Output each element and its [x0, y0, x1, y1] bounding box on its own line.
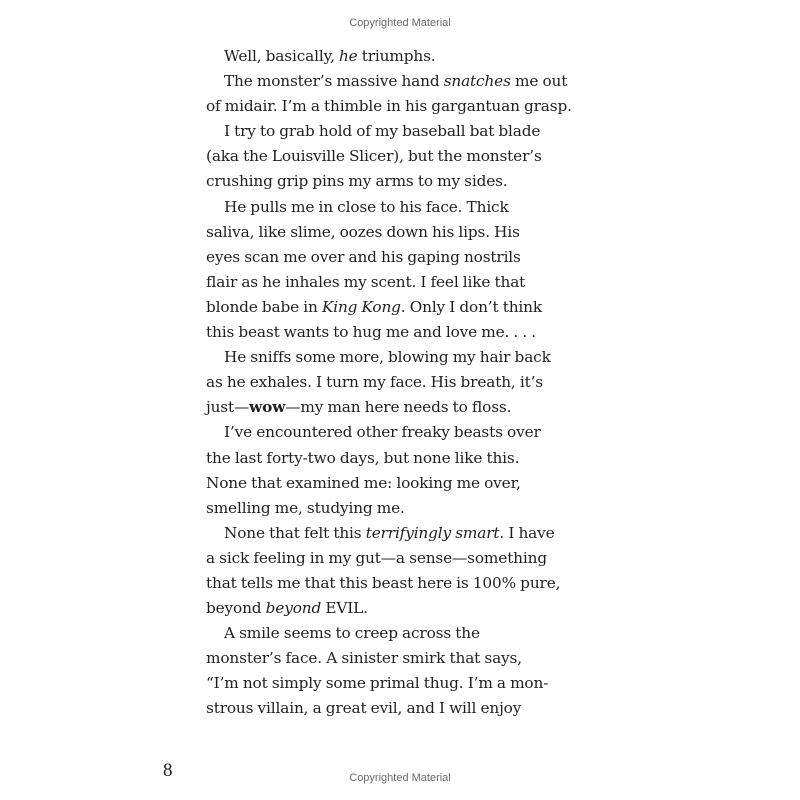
text-line [206, 169, 586, 194]
text-segment: saliva, like slime, oozes down his lips. His [206, 222, 520, 241]
text-segment: None that examined me: looking me over, [206, 473, 521, 492]
text-segment: eyes scan me over and his gaping nostrils [206, 247, 521, 266]
text-segment: beyond [206, 599, 266, 618]
text-line [206, 646, 586, 671]
text-segment: crushing grip pins my arms to my sides. [206, 172, 508, 191]
text-segment: He pulls me in close to his face. Thick [224, 197, 509, 216]
text-line [206, 471, 586, 496]
text-line [206, 696, 586, 721]
text-line [206, 94, 586, 119]
text-line [206, 320, 586, 345]
text-line [206, 270, 586, 295]
text-line [206, 220, 586, 245]
text-line [206, 44, 586, 69]
text-line [206, 671, 586, 696]
italic-text: snatches [443, 72, 511, 91]
text-line [206, 370, 586, 395]
text-segment: this beast wants to hug me and love me. . . . [206, 323, 536, 342]
page-number: 8 [163, 760, 173, 781]
text-segment: EVIL. [321, 599, 368, 618]
text-line [206, 596, 586, 621]
text-line [206, 345, 586, 370]
text-line [206, 195, 586, 220]
italic-text: terrifyingly smart [365, 523, 500, 542]
text-line [206, 69, 586, 94]
text-line [206, 571, 586, 596]
book-page-body [206, 44, 586, 722]
text-segment: flair as he inhales my scent. I feel like that [206, 272, 526, 291]
text-segment: “I’m not simply some primal thug. I’m a mon- [206, 674, 549, 693]
text-segment: Well, basically, [224, 47, 339, 65]
text-line [206, 420, 586, 445]
text-line [206, 446, 586, 471]
text-line [206, 546, 586, 571]
text-segment: I’ve encountered other freaky beasts over [224, 423, 541, 442]
text-line [206, 119, 586, 144]
text-segment: blonde babe in [206, 297, 322, 316]
text-segment: smelling me, studying me. [206, 498, 405, 517]
text-segment: I try to grab hold of my baseball bat blade [224, 122, 541, 141]
text-segment: . Only I don’t think [400, 297, 542, 316]
italic-text: King Kong [321, 297, 401, 316]
text-segment: He sniffs some more, blowing my hair back [224, 348, 551, 367]
text-segment: A smile seems to creep across the [224, 624, 480, 643]
italic-text: he [338, 47, 358, 65]
text-segment: . I have [499, 523, 555, 542]
text-segment: a sick feeling in my gut—a sense—something [206, 548, 547, 567]
text-segment: (aka the Louisville Slicer), but the monster’s [206, 147, 542, 166]
text-segment: The monster’s massive hand [224, 72, 444, 91]
text-segment: the last forty-two days, but none like this. [206, 448, 520, 467]
text-segment: me out [510, 72, 568, 91]
text-line [206, 144, 586, 169]
copyright-watermark-bottom: Copyrighted Material [349, 772, 451, 784]
text-segment: that tells me that this beast here is 100% pure, [206, 573, 561, 592]
text-segment: —my man here needs to floss. [285, 398, 512, 417]
text-segment: as he exhales. I turn my face. His breath, it’s [206, 373, 543, 392]
italic-text: beyond [265, 599, 322, 618]
text-segment: None that felt this [224, 523, 366, 542]
text-line [206, 295, 586, 320]
text-segment: triumphs. [357, 47, 436, 65]
text-segment: just— [206, 398, 250, 417]
copyright-watermark-top: Copyrighted Material [349, 17, 451, 29]
text-line [206, 521, 586, 546]
text-line [206, 621, 586, 646]
text-line [206, 395, 586, 420]
text-segment: strous villain, a great evil, and I will enjoy [206, 699, 522, 718]
text-segment: of midair. I’m a thimble in his gargantuan grasp. [206, 97, 572, 116]
text-segment: monster’s face. A sinister smirk that says, [206, 649, 522, 668]
text-line [206, 496, 586, 521]
text-line [206, 245, 586, 270]
bold-text: wow [249, 398, 286, 417]
